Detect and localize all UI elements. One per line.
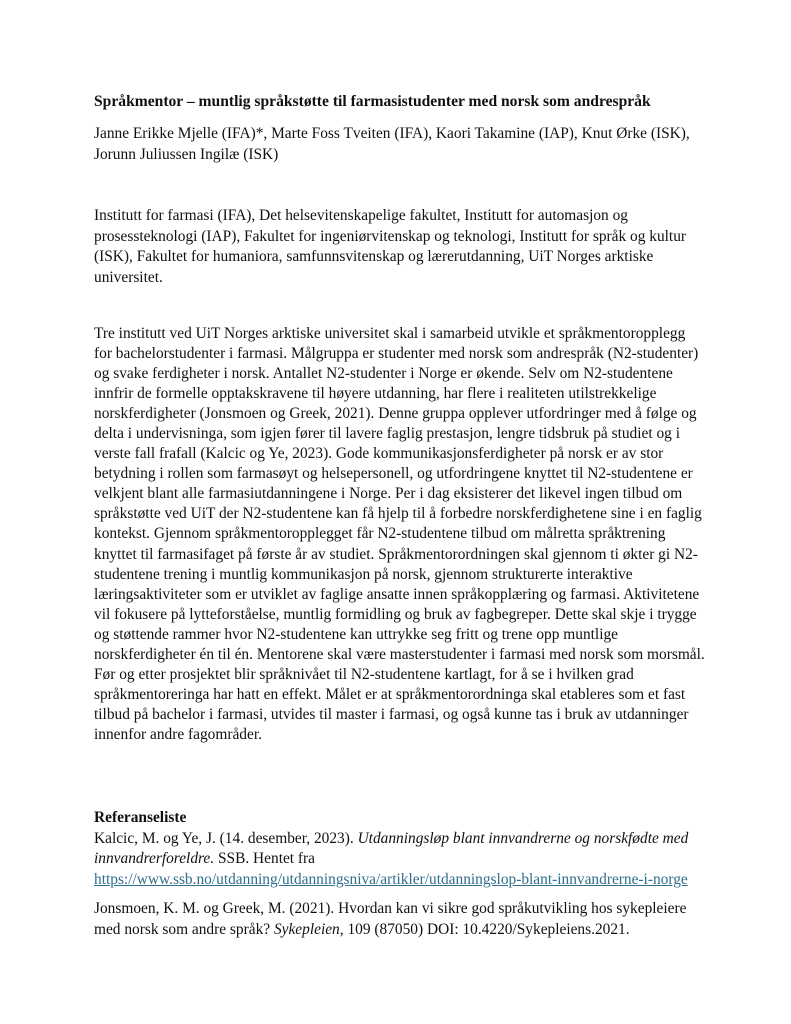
reference-text: Jonsmoen, K. M. og Greek, M. (2021). Hvordan kan vi sikre god språkutvikling hos sykepleiere med norsk som andre språk? — [94, 900, 687, 938]
reference-link[interactable]: https://www.ssb.no/utdanning/utdanningsniva/artikler/utdanningslop-blant-innvandrerne-i-norge — [94, 870, 688, 888]
abstract-body: Tre institutt ved UiT Norges arktiske universitet skal i samarbeid utvikle et språkmentoropplegg for bachelorstudenter i farmasi. Målgruppa er studenter med norsk som andrespråk (N2-studenter) og svake ferdigheter i norsk. Antallet N2-studenter i Norge er økende. Selv om N2-studentene innfrir de formelle opptakskravene til høyere utdanning, har flere i realiteten utilstrekkelige norskferdigheter (Jonsmoen og Greek, 2021). Denne gruppa opplever utfordringer med å følge og delta i undervisninga, som igjen fører til lavere faglig prestasjon, lengre tidsbruk på studiet og i verste fall frafall (Kalcic og Ye, 2023). Gode kommunikasjonsferdigheter på norsk er av stor betydning i rollen som farmasøyt og helsepersonell, og utfordringene knyttet til N2-studentene er velkjent blant alle farmasiutdanningene i Norge. Per i dag eksisterer det likevel ingen tilbud om språkstøtte ved UiT der N2-studentene kan få hjelp til å forbedre norskferdighetene sine i en faglig kontekst. Gjennom språkmentoropplegget får N2-studentene tilbud om målretta språktrening knyttet til farmasifaget på første år av studiet. Språkmentorordningen skal gjennom ti økter gi N2-studentene trening i muntlig kommunikasjon på norsk, gjennom strukturerte interaktive læringsaktiviteter som er utviklet av faglige ansatte innen språkopplæring og farmasi. Aktivitetene vil fokusere på lytteforståelse, muntlig formidling og bruk av fagbegreper. Dette skal skje i trygge og støttende rammer hvor N2-studentene kan uttrykke seg fritt og trene opp muntlige norskferdigheter én til én. Mentorene skal være masterstudenter i farmasi med norsk som morsmål. Før og etter prosjektet blir språknivået til N2-studentene kartlagt, for å se i hvilken grad språkmentoreringa har hatt en effekt. Målet er at språkmentorordninga skal etableres som et fast tilbud på bachelor i farmasi, utvides til master i farmasi, og også kunne tas i bruk av utdanninger innenfor andre fagområder. — [94, 325, 705, 743]
reference-title: Utdanningsløp blant innvandrerne og norskfødte med innvandrerforeldre. — [94, 829, 689, 867]
author-list: Janne Erikke Mjelle (IFA)*, Marte Foss Tveiten (IFA), Kaori Takamine (IAP), Knut Ørke (ISK), Jorunn Juliussen Ingilæ (ISK) — [94, 125, 690, 163]
reference-journal: Sykepleien, — [273, 920, 344, 938]
reference-item — [94, 829, 714, 891]
reference-source: SSB. Hentet fra — [214, 850, 316, 867]
reference-heading: Referanseliste — [94, 809, 187, 826]
affiliations: Institutt for farmasi (IFA), Det helsevitenskapelige fakultet, Institutt for automasjon og prosessteknologi (IAP), Fakultet for ingeniørvitenskap og teknologi, Institutt for språk og kultur (ISK), Fakultet for humaniora, samfunnsvitenskap og lærerutdanning, UiT Norges arktiske universitet. — [94, 207, 687, 286]
document-title: Språkmentor – muntlig språkstøtte til farmasistudenter med norsk som andrespråk — [94, 93, 651, 110]
reference-item — [94, 899, 714, 940]
reference-list — [94, 808, 714, 940]
reference-details: 109 (87050) DOI: 10.4220/Sykepleiens.2021. — [343, 920, 630, 938]
reference-authors: Kalcic, M. og Ye, J. (14. desember, 2023). — [94, 829, 358, 847]
